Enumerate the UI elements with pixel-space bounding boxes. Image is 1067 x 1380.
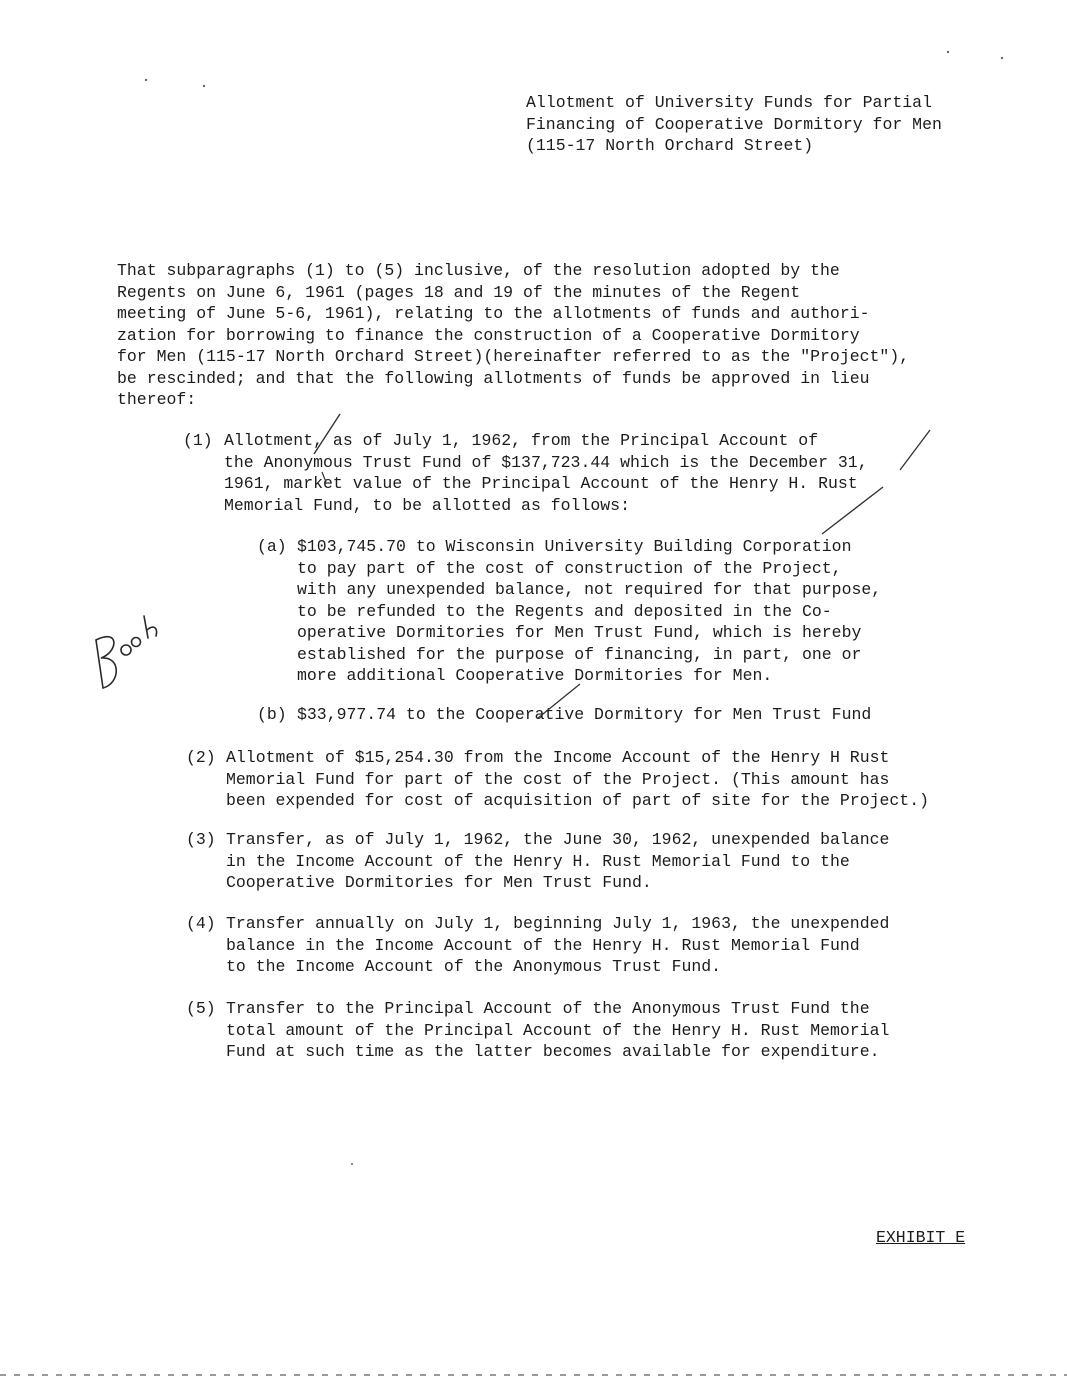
item-text: $33,977.74 to the Cooperative Dormitory for Men Trust Fund (297, 705, 872, 724)
book-handwritten-note (96, 616, 157, 688)
check-mark-rust (822, 487, 883, 534)
item-text: $103,745.70 to Wisconsin University Building Corporation to pay part of the cost of construction of the Project, with any unexpended balance, not required for that purpose, to be refunded to the Regents and deposited in the Co- operative Dormitories for Men Trust Fund, which is hereby established for the purpose of financing, in part, one or more additional Cooperative Dormitories for Men. (297, 537, 882, 685)
item-number: (2) (186, 748, 216, 767)
item-number: (5) (186, 999, 216, 1018)
item-text: Allotment, as of July 1, 1962, from the Principal Account of the Anonymous Trust Fund of $137,723.44 which is the December 31, 1961, market value of the Principal Account of the Henry H. Rust Memorial Fund, to be allotted as follows: (224, 431, 868, 515)
item-text: Transfer, as of July 1, 1962, the June 30, 1962, unexpended balance in the Income Account of the Henry H. Rust Memorial Fund to the Cooperative Dormitories for Men Trust Fund. (226, 830, 890, 892)
check-mark-allotment (314, 414, 340, 454)
document-title: Allotment of University Funds for Partial Financing of Cooperative Dormitory for Men (115-17 North Orchard Street) (526, 93, 942, 155)
exhibit-label: EXHIBIT E (876, 1228, 966, 1247)
item-number: (3) (186, 830, 216, 849)
scan-edge-line (0, 1374, 1067, 1376)
item-number: (a) (257, 537, 287, 556)
check-mark-cooperative (538, 684, 580, 718)
item-text: Transfer annually on July 1, beginning July 1, 1963, the unexpended balance in the Income Account of the Henry H. Rust Memorial Fund to the Income Account of the Anonymous Trust Fund. (226, 914, 890, 976)
item-text: Allotment of $15,254.30 from the Income Account of the Henry H Rust Memorial Fund for part of the cost of the Project. (This amount has been expended for cost of acquisition of part of site for the Project.) (226, 748, 930, 810)
item-number: (4) (186, 914, 216, 933)
scan-specks (145, 51, 1003, 1165)
item-number: (b) (257, 705, 287, 724)
check-mark-anonymous (322, 472, 326, 482)
item-number: (1) (183, 431, 213, 450)
check-mark-december (900, 430, 930, 470)
intro-paragraph: That subparagraphs (1) to (5) inclusive, of the resolution adopted by the Regents on June 6, 1961 (pages 18 and 19 of the minutes of the Regent meeting of June 5-6, 1961), relating to the allotments of funds and authori- zation for borrowing to finance the construction of a Cooperative Dormitory for Men (115-17 North Orchard Street)(hereinafter referred to as the "Project"), be rescinded; and that the following allotments of funds be approved in lieu thereof: (117, 261, 910, 409)
item-text: Transfer to the Principal Account of the Anonymous Trust Fund the total amount of the Principal Account of the Henry H. Rust Memorial Fund at such time as the latter becomes available for expenditure. (226, 999, 890, 1061)
